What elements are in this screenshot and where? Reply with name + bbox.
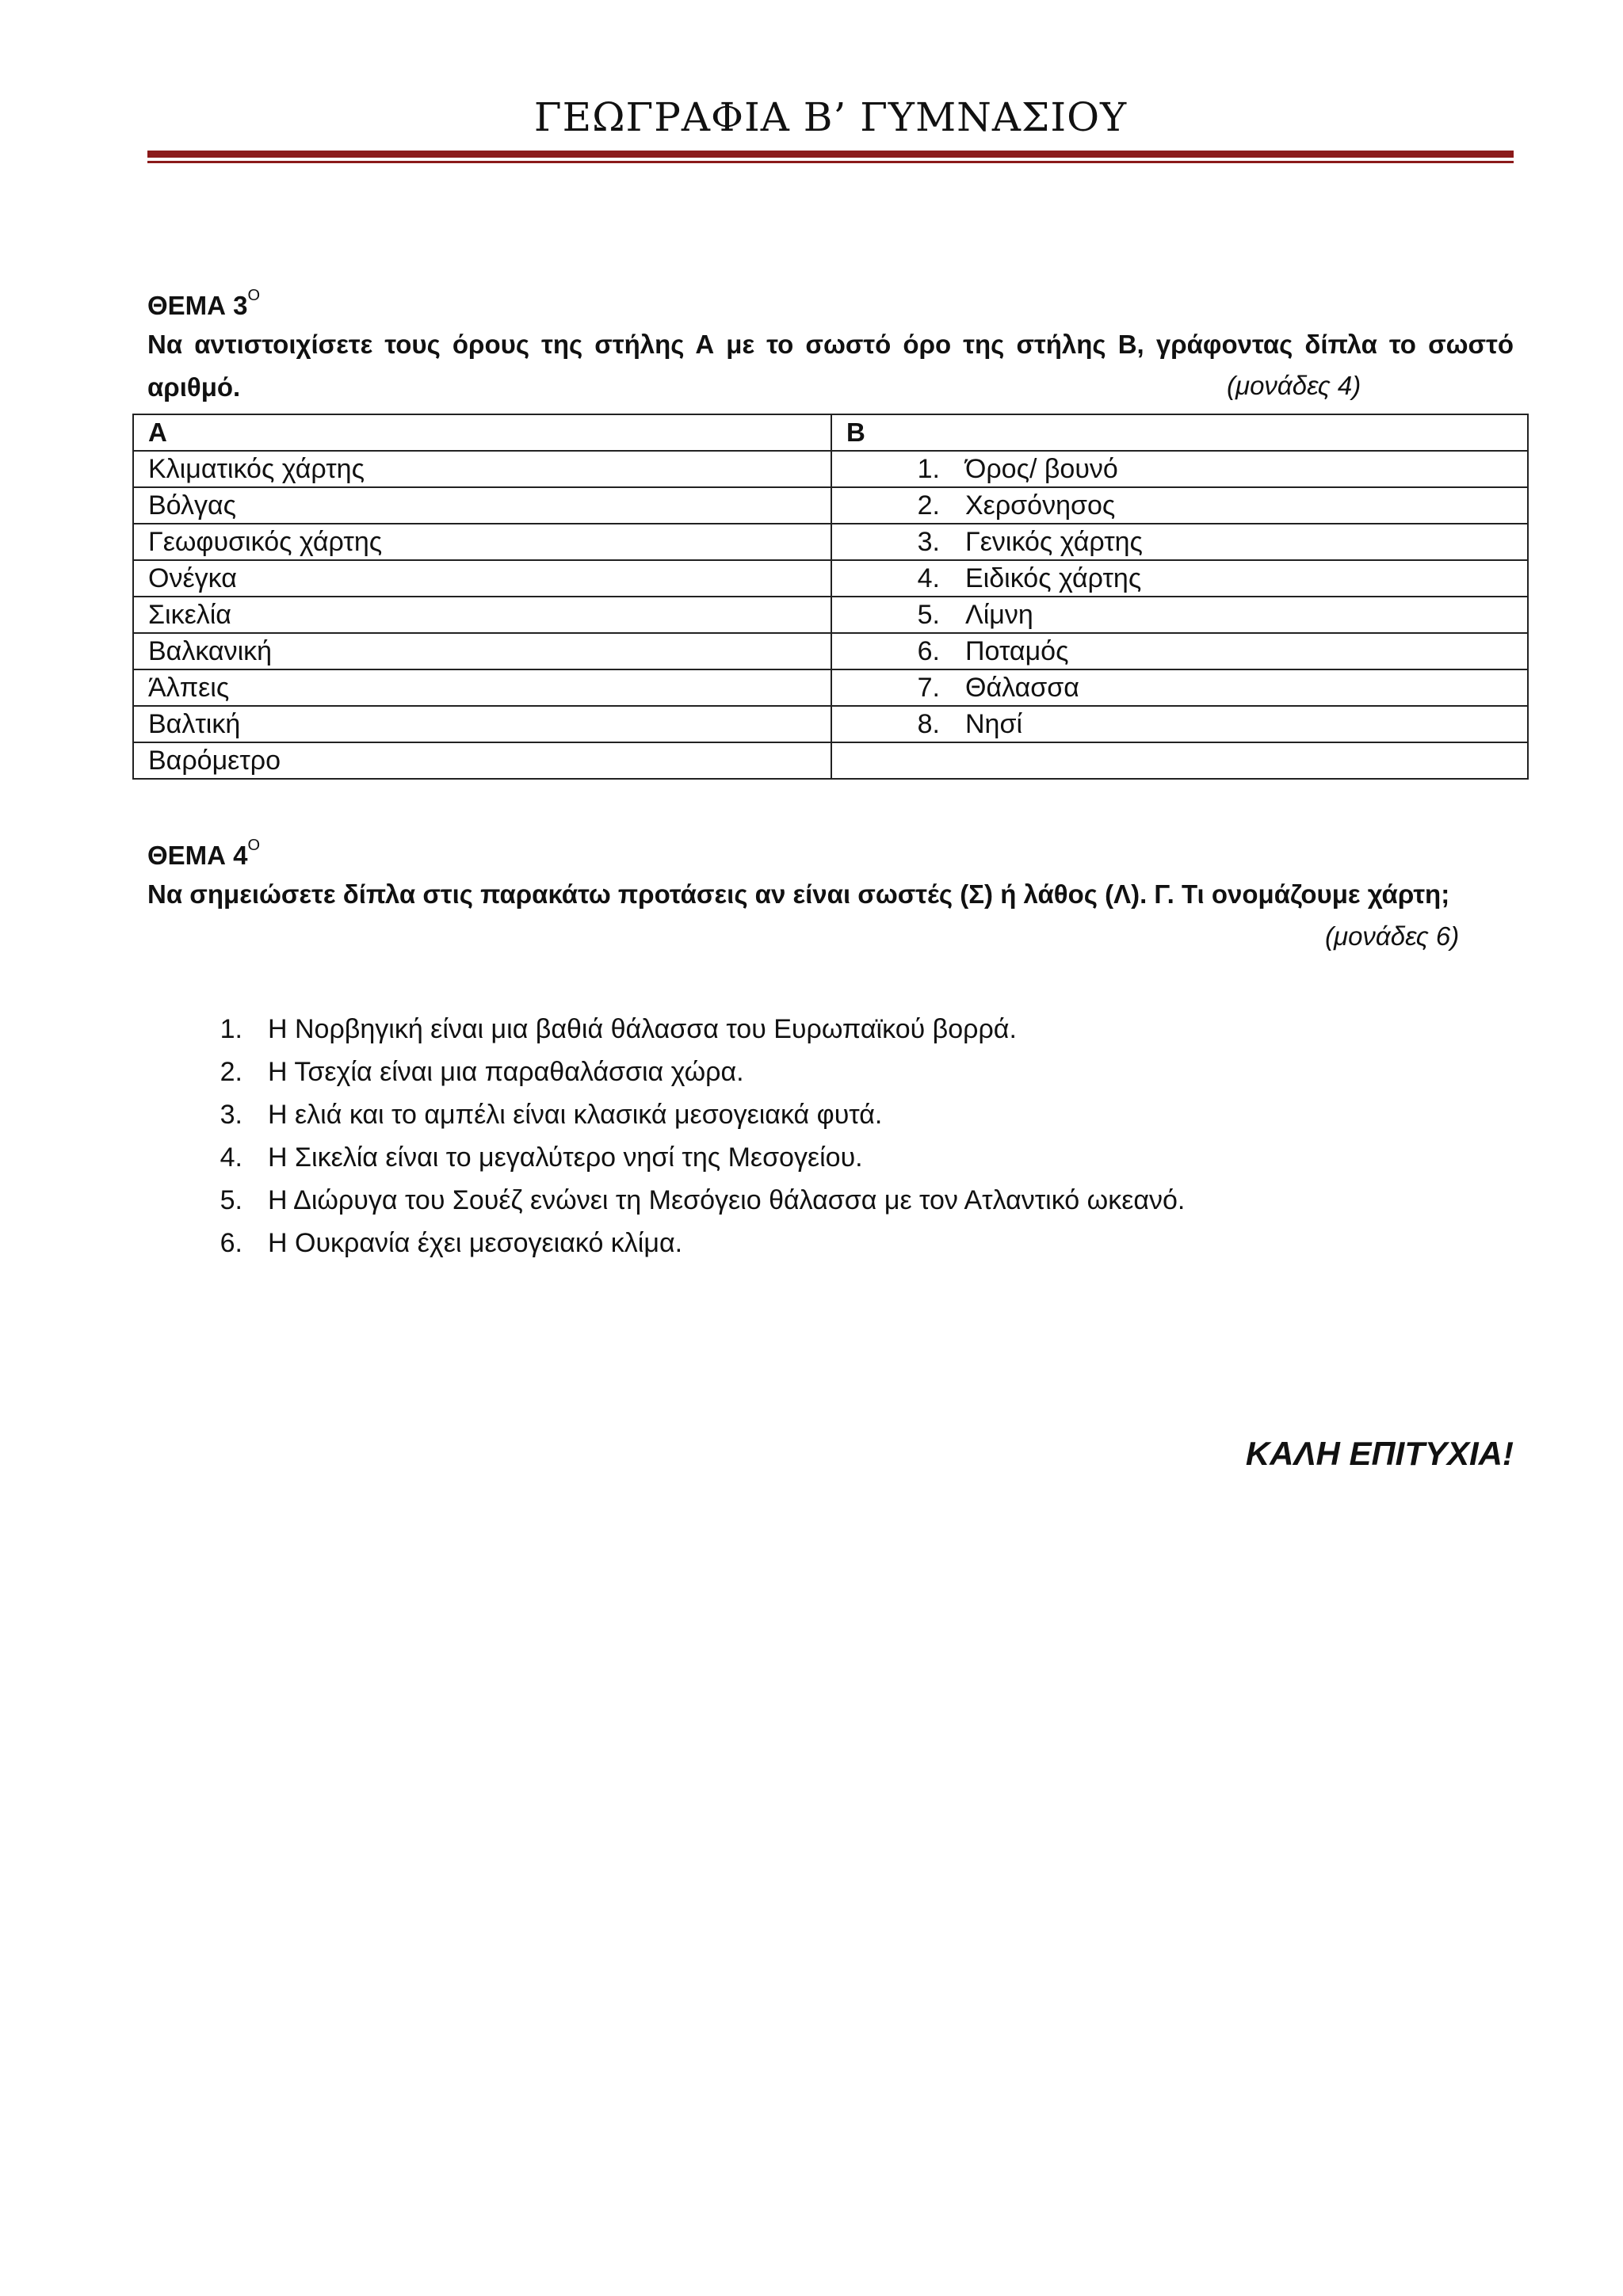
column-a-cell: Βόλγας <box>133 487 831 524</box>
column-b-cell <box>831 669 1528 706</box>
column-a-cell: Ονέγκα <box>133 560 831 597</box>
column-b-cell <box>831 451 1528 487</box>
theme4-superscript: Ο <box>247 837 261 854</box>
theme3-superscript: Ο <box>247 287 261 304</box>
column-b-number: 5. <box>917 600 940 630</box>
list-item <box>195 1179 1503 1222</box>
column-b-cell <box>831 706 1528 742</box>
theme3-title: ΘΕΜΑ $3^O$ <box>147 287 261 320</box>
page-title: ΓΕΩΓΡΑΦΙΑ Β’ ΓΥΜΝΑΣΙΟΥ <box>533 94 1128 140</box>
column-b-term: Όρος/ βουνό <box>965 454 1118 484</box>
column-b-number: 2. <box>917 490 940 521</box>
theme3-marks: (μονάδες 4) <box>1227 371 1361 400</box>
column-a-cell: Κλιματικός χάρτης <box>133 451 831 487</box>
column-a-cell: Βαλτική <box>133 706 831 742</box>
column-b-header: Β <box>831 414 1528 451</box>
header-divider-thin <box>147 161 1514 163</box>
statement-text: Η Σικελία είναι το μεγαλύτερο νησί της Μεσογείου. <box>268 1142 863 1173</box>
column-b-number: 3. <box>917 527 940 557</box>
statement-text: Η Διώρυγα του Σουέζ ενώνει τη Μεσόγειο θάλασσα με τον Ατλαντικό ωκεανό. <box>268 1185 1186 1215</box>
list-item <box>195 1008 1503 1051</box>
closing-message: ΚΑΛΗ ΕΠΙΤΥΧΙΑ! <box>1245 1435 1514 1472</box>
column-b-cell <box>831 560 1528 597</box>
table-row <box>133 560 1528 597</box>
statement-text: Η Νορβηγική είναι μια βαθιά θάλασσα του Ευρωπαϊκού βορρά. <box>268 1014 1017 1044</box>
column-b-number: 4. <box>917 563 940 593</box>
list-item <box>195 1222 1503 1264</box>
table-header-row <box>133 414 1528 451</box>
column-b-number: 8. <box>917 709 940 739</box>
column-b-cell <box>831 524 1528 560</box>
statement-number: 6. <box>220 1228 242 1258</box>
statement-number: 1. <box>220 1014 242 1044</box>
column-a-cell: Σικελία <box>133 597 831 633</box>
column-b-term: Χερσόνησος <box>965 490 1116 521</box>
column-b-number: 1. <box>917 454 940 484</box>
column-a-cell: Βαρόμετρο <box>133 742 831 779</box>
theme3-instructions: Να αντιστοιχίσετε τους όρους της στήλης Α με το σωστό όρο της στήλης Β, γράφοντας δίπλα το σωστό αριθμό. <box>147 330 1514 402</box>
column-b-cell <box>831 597 1528 633</box>
list-item <box>195 1051 1503 1093</box>
statement-number: 5. <box>220 1185 242 1215</box>
header-divider <box>147 151 1514 158</box>
list-item <box>195 1136 1503 1179</box>
column-b-term: Νησί <box>965 709 1023 739</box>
table-row <box>133 706 1528 742</box>
theme4-section <box>147 838 1514 916</box>
column-b-term: Ειδικός χάρτης <box>965 563 1142 593</box>
statement-number: 2. <box>220 1057 242 1087</box>
table-row <box>133 633 1528 669</box>
matching-table <box>132 414 1529 780</box>
table-row <box>133 451 1528 487</box>
column-b-cell <box>831 742 1528 779</box>
column-b-term: Ποταμός <box>965 636 1069 666</box>
statement-text: Η Ουκρανία έχει μεσογειακό κλίμα. <box>268 1228 683 1258</box>
column-b-term: Θάλασσα <box>965 673 1079 703</box>
table-row <box>133 524 1528 560</box>
table-row <box>133 669 1528 706</box>
column-b-cell <box>831 487 1528 524</box>
statements-list <box>195 1008 1503 1264</box>
column-b-cell <box>831 633 1528 669</box>
statement-text: Η Τσεχία είναι μια παραθαλάσσια χώρα. <box>268 1057 744 1087</box>
theme4-marks: (μονάδες 6) <box>1325 921 1460 951</box>
column-a-cell: Βαλκανική <box>133 633 831 669</box>
theme4-instructions: Να σημειώσετε δίπλα στις παρακάτω προτάσεις αν είναι σωστές (Σ) ή λάθος (Λ). Γ. Τι ονομάζουμε χάρτη; <box>147 879 1450 909</box>
table-row <box>133 487 1528 524</box>
table-row <box>133 597 1528 633</box>
column-b-number: 7. <box>917 673 940 703</box>
statement-text: Η ελιά και το αμπέλι είναι κλασικά μεσογειακά φυτά. <box>268 1100 883 1130</box>
list-item <box>195 1093 1503 1136</box>
statement-number: 4. <box>220 1142 242 1173</box>
column-b-number: 6. <box>917 636 940 666</box>
column-a-cell: Γεωφυσικός χάρτης <box>133 524 831 560</box>
column-a-cell: Άλπεις <box>133 669 831 706</box>
table-row <box>133 742 1528 779</box>
column-b-term: Γενικός χάρτης <box>965 527 1143 557</box>
column-b-term: Λίμνη <box>965 600 1033 630</box>
column-a-header: Α <box>133 414 831 451</box>
statement-number: 3. <box>220 1100 242 1130</box>
theme4-title: ΘΕΜΑ $4^O$ <box>147 837 261 870</box>
